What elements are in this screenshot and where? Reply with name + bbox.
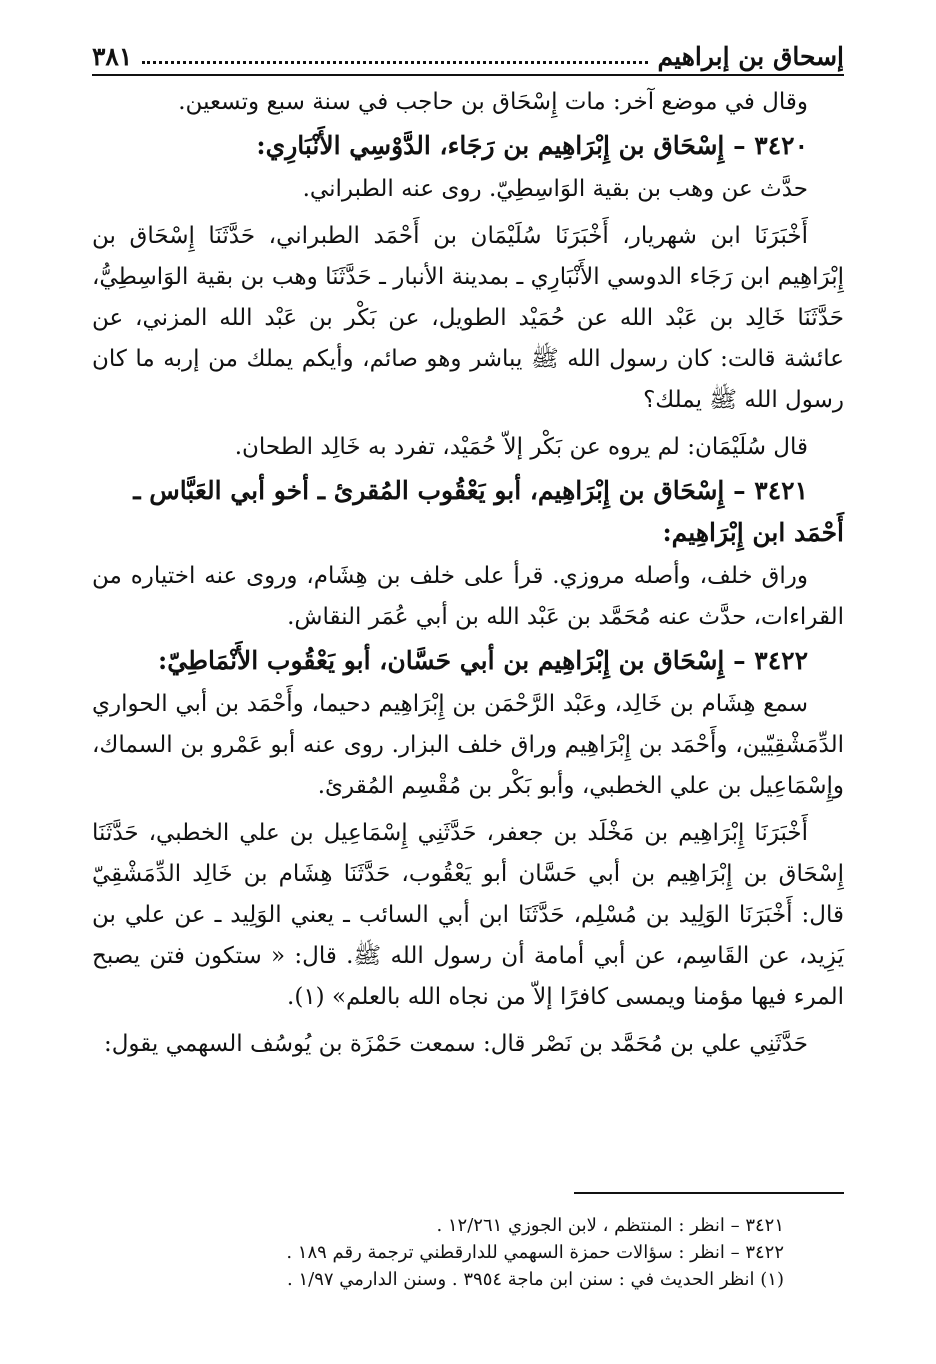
header-dot-leader bbox=[142, 61, 647, 64]
running-title: إسحاق بن إبراهيم bbox=[657, 42, 844, 71]
page-number: ٣٨١ bbox=[92, 42, 133, 71]
body-paragraph: أَخْبَرَنَا ابن شهريار، أَخْبَرَنَا سُلَيْمَان بن أَحْمَد الطبراني، حَدَّثَنَا إِسْحَاق بن إِبْرَاهِيم ابن رَجَاء الدوسي الأَنْبَارِي ـ بمدينة الأنبار ـ حَدَّثَنَا وهب بن بقية الوَاسِطِيُّ، حَدَّثَنَا خَالِد بن عَبْد الله عن حُمَيْد الطويل، عن بَكْر بن عَبْد الله المزني، عن عائشة قالت: كان رسول الله ﷺ يباشر وهو صائم، وأيكم يملك من إربه ما كان رسول الله ﷺ يملك؟ bbox=[92, 223, 845, 413]
footnote: (١) انظر الحديث في : سنن ابن ماجة ٣٩٥٤ . وسنن الدارمي ١/٩٧ . bbox=[287, 1269, 784, 1290]
body-paragraph: أَخْبَرَنَا إِبْرَاهِيم بن مَخْلَد بن جعفر، حَدَّثَنِي إِسْمَاعِيل بن علي الخطبي، حَدَّثَنَا إِسْحَاق بن إِبْرَاهِيم بن أبي حَسَّان أبو يَعْقُوب، حَدَّثَنَا هِشَام بن خَالِد الدِّمَشْقِيّ قال: أَخْبَرَنَا الوَلِيد بن مُسْلِم، حَدَّثَنَا ابن أبي السائب ـ يعني الوَلِيد ـ عن علي بن يَزِيد، عن القَاسِم، عن أبي أمامة أن رسول الله ﷺ. قال: « ستكون فتن يصبح المرء فيها مؤمنا ويمسى كافرًا إلاّ من نجاه الله بالعلم» (١). bbox=[92, 820, 845, 1010]
page-body bbox=[92, 82, 844, 1065]
footnote: ٣٤٢١ – انظر : المنتظم ، لابن الجوزي ١٢/٢٦١ . bbox=[436, 1215, 784, 1236]
entry-heading-3421: ٣٤٢١ – إِسْحَاق بن إِبْرَاهِيم، أبو يَعْقُوب المُقرئ ـ أخو أبي العَبَّاس ـ أَحْمَد ابن إِبْرَاهِيم: bbox=[133, 476, 844, 547]
body-paragraph: حَدَّثَنِي علي بن مُحَمَّد بن نَصْر قال: سمعت حَمْزَة بن يُوسُف السهمي يقول: bbox=[103, 1031, 808, 1057]
body-paragraph: وراق خلف، وأصله مروزي. قرأ على خلف بن هِشَام، وروى عنه اختياره من القراءات، حدَّث عنه مُحَمَّد بن عَبْد الله بن أبي عُمَر النقاش. bbox=[92, 563, 844, 630]
body-paragraph: وقال في موضع آخر: مات إِسْحَاق بن حاجب في سنة سبع وتسعين. bbox=[178, 89, 808, 115]
running-header bbox=[92, 34, 844, 76]
body-paragraph: حدَّث عن وهب بن بقية الوَاسِطِيّ. روى عنه الطبراني. bbox=[302, 176, 808, 202]
footnote-divider bbox=[574, 1192, 844, 1194]
body-paragraph: قال سُلَيْمَان: لم يروه عن بَكْر إلاّ حُمَيْد، تفرد به خَالِد الطحان. bbox=[234, 434, 808, 460]
entry-heading-3420: ٣٤٢٠ – إِسْحَاق بن إِبْرَاهِيم بن رَجَاء، الدَّوْسِي الأَنْبَارِي: bbox=[256, 131, 808, 160]
body-paragraph: سمع هِشَام بن خَالِد، وعَبْد الرَّحْمَن بن إِبْرَاهِيم دحيما، وأَحْمَد بن أبي الحواري الدِّمَشْقِيّين، وأَحْمَد بن إِبْرَاهِيم وراق خلف البزار. روى عنه أبو عَمْرو بن السماك، وإِسْمَاعِيل بن علي الخطبي، وأبو بَكْر بن مُقْسِم المُقرئ. bbox=[92, 691, 844, 799]
footnote: ٣٤٢٢ – انظر : سؤالات حمزة السهمي للدارقطني ترجمة رقم ١٨٩ . bbox=[286, 1242, 784, 1263]
entry-heading-3422: ٣٤٢٢ – إِسْحَاق بن إِبْرَاهِيم بن أبي حَسَّان، أبو يَعْقُوب الأَنْمَاطِيّ: bbox=[158, 646, 808, 675]
